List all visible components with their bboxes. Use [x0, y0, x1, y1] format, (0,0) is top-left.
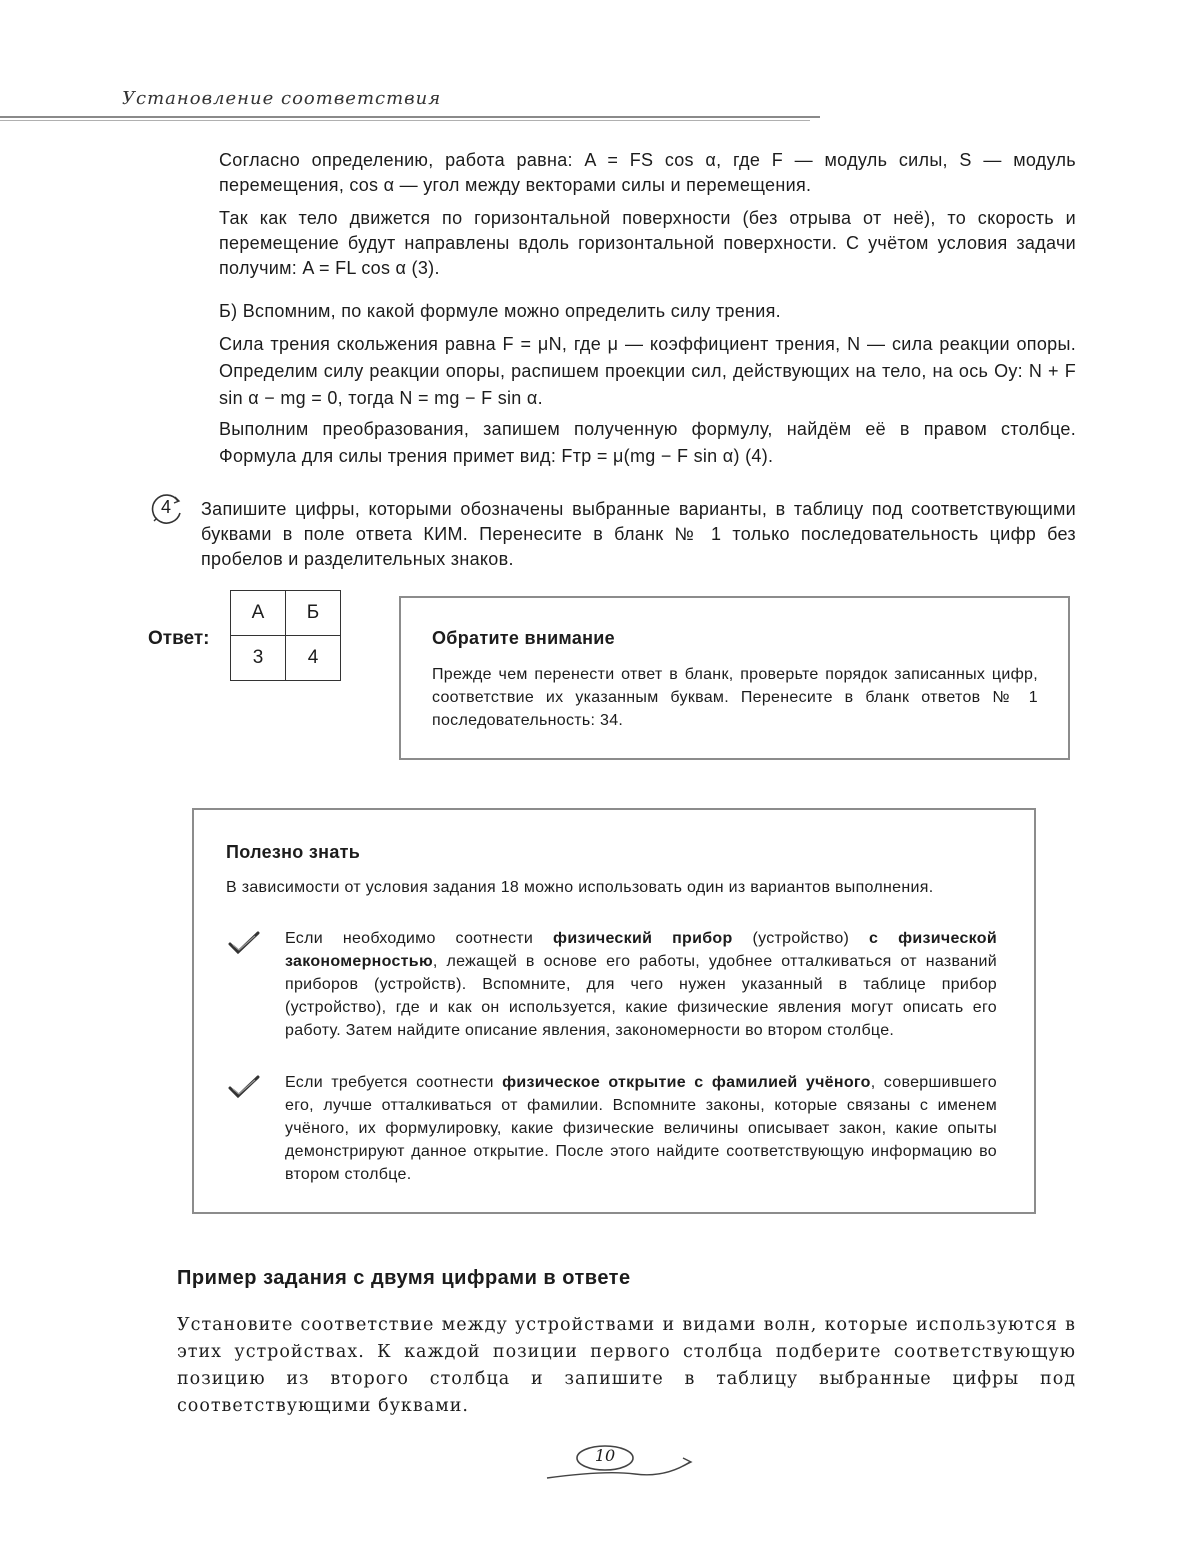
- bullet-1-bold2: с физической закономерностью: [285, 930, 997, 970]
- paragraph-horizontal-surface: Так как тело движется по горизонтальной поверхности (без отрыва от неё), то скорость и перемещение будут направлены вдоль горизонтальной поверхности. С учётом условия задачи получим: A = FL cos α (3).: [219, 208, 1076, 278]
- bullet-1-mid: (устройство): [732, 930, 870, 947]
- useful-title: Полезно знать: [226, 842, 361, 862]
- answer-header-a: А: [231, 591, 286, 636]
- answer-header-row: [231, 591, 341, 636]
- checkmark-icon: [228, 930, 260, 956]
- header-rule-shadow: [0, 120, 810, 121]
- header-rule: [0, 116, 820, 118]
- step-number: 4: [160, 497, 171, 517]
- section-heading: Пример задания с двумя цифрами в ответе: [177, 1267, 631, 1289]
- bullet-1-post: , лежащей в основе его работы, удобнее отталкиваться от названий приборов (устройств). Вспомните, для чего нужен указанный в таблице прибор (устройство), где и как он используется, какие физические явления могут описать его работу. Затем найдите описание явления, закономерности во втором столбце.: [285, 953, 997, 1039]
- step-instruction: Запишите цифры, которыми обозначены выбранные варианты, в таблицу под соответствующими буквами в поле ответа КИМ. Перенесите в бланк № 1 только последовательность цифр без пробелов и разделительных знаков.: [201, 499, 1076, 569]
- paragraph-friction-formula-question: Б) Вспомним, по какой формуле можно определить силу трения.: [219, 301, 781, 321]
- page-number: 10: [594, 1446, 616, 1465]
- answer-value-b: 4: [286, 636, 341, 681]
- bullet-2-bold: физическое открытие с фамилией учёного: [502, 1074, 871, 1091]
- answer-header-b: Б: [286, 591, 341, 636]
- note-title: Обратите внимание: [432, 628, 615, 648]
- bullet-discovery-scientist: [285, 1071, 997, 1186]
- useful-intro: В зависимости от условия задания 18 можно использовать один из вариантов выполнения.: [226, 879, 934, 896]
- bullet-physical-device: [285, 927, 997, 1042]
- running-head: Установление соответствия: [122, 88, 442, 109]
- answer-value-a: 3: [231, 636, 286, 681]
- page-number-badge: [545, 1440, 695, 1484]
- answer-table: [230, 590, 341, 681]
- bullet-2-post: , совершившего его, лучше отталкиваться от фамилии. Вспомните законы, которые связаны с именем учёного, их формулировку, какие физические величины описывает закон, какие опыты демонстрируют данное открытие. После этого найдите соответствующую информацию во втором столбце.: [285, 1074, 997, 1183]
- task-text: Установите соответствие между устройствами и видами волн, которые используются в этих устройствах. К каждой позиции первого столбца подберите соответствующую позицию из второго столбца и запишите в таблицу выбранные цифры под соответствующими буквами.: [177, 1315, 1076, 1416]
- answer-value-row: [231, 636, 341, 681]
- paragraph-friction-force: Сила трения скольжения равна F = μN, где μ — коэффициент трения, N — сила реакции опоры. Определим силу реакции опоры, распишем проекции сил, действующих на тело, на ось Oy: N + F sin α − mg = 0, тогда N = mg − F sin α.: [219, 334, 1076, 408]
- bullet-1-bold: физический прибор: [553, 930, 733, 947]
- answer-label: Ответ:: [148, 628, 210, 649]
- note-text: Прежде чем перенести ответ в бланк, проверьте порядок записанных цифр, соответствие их указанным буквам. Перенесите в бланк ответов № 1 последовательность: 34.: [432, 666, 1038, 729]
- paragraph-work-definition: Согласно определению, работа равна: A = FS cos α, где F — модуль силы, S — модуль перемещения, cos α — угол между векторами силы и перемещения.: [219, 150, 1076, 195]
- checkmark-icon: [228, 1074, 260, 1100]
- bullet-1-pre: Если необходимо соотнести: [285, 930, 554, 947]
- bullet-2-pre: Если требуется соотнести: [285, 1074, 503, 1091]
- step-badge: [148, 491, 184, 527]
- paragraph-transformations: Выполним преобразования, запишем полученную формулу, найдём её в правом столбце. Формула для силы трения примет вид: Fтр = μ(mg − F sin α) (4).: [219, 419, 1076, 466]
